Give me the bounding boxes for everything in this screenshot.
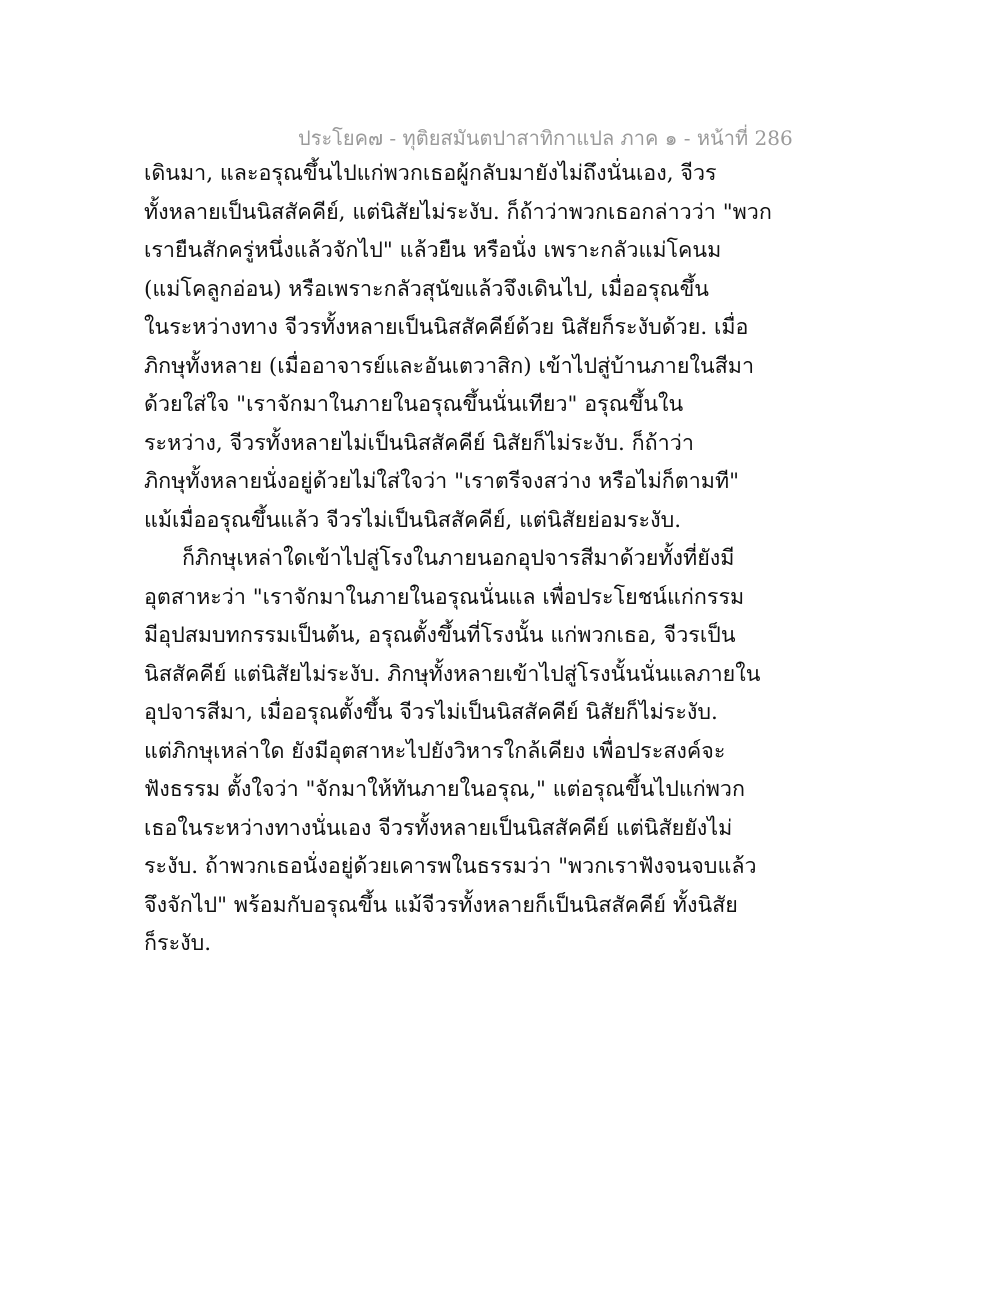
text-line: ทั้งหลายเป็นนิสสัคคีย์, แต่นิสัยไม่ระงับ. ก็ถ้าว่าพวกเธอกล่าวว่า "พวก (144, 199, 772, 225)
text-line: เรายืนสักครู่หนึ่งแล้วจักไป" แล้วยืน หรือนั่ง เพราะกลัวแม่โคนม (144, 238, 722, 263)
running-header: ประโยค๗ - ทุติยสมันตปาสาทิกาแปล ภาค ๑ - หน้าที่ 286 (298, 126, 793, 150)
text-line: ในระหว่างทาง จีวรทั้งหลายเป็นนิสสัคคีย์ด้วย นิสัยก็ระงับด้วย. เมื่อ (144, 315, 749, 340)
text-line: ภิกษุทั้งหลาย (เมื่ออาจารย์และอันเตวาสิก) เข้าไปสู่บ้านภายในสีมา (144, 353, 755, 379)
text-line: ก็ระงับ. (144, 931, 212, 956)
text-line: ด้วยใส่ใจ "เราจักมาในภายในอรุณขึ้นนั่นเทียว" อรุณขึ้นใน (144, 392, 684, 417)
text-line: นิสสัคคีย์ แต่นิสัยไม่ระงับ. ภิกษุทั้งหลายเข้าไปสู่โรงนั้นนั่นแลภายใน (144, 661, 761, 687)
text-line: ฟังธรรม ตั้งใจว่า "จักมาให้ทันภายในอรุณ," แต่อรุณขึ้นไปแก่พวก (144, 777, 745, 802)
text-line: ภิกษุทั้งหลายนั่งอยู่ด้วยไม่ใส่ใจว่า "เราตรีจงสว่าง หรือไม่ก็ตามที" (144, 469, 740, 494)
text-line: อุตสาหะว่า "เราจักมาในภายในอรุณนั่นแล เพื่อประโยชน์แก่กรรม (144, 584, 745, 610)
text-line: เดินมา, และอรุณขึ้นไปแก่พวกเธอผู้กลับมายังไม่ถึงนั่นเอง, จีวร (144, 161, 717, 186)
text-line: แม้เมื่ออรุณขึ้นแล้ว จีวรไม่เป็นนิสสัคคีย์, แต่นิสัยย่อมระงับ. (144, 507, 682, 533)
paragraph-first-line: ก็ภิกษุเหล่าใดเข้าไปสู่โรงในภายนอกอุปจารสีมาด้วยทั้งที่ยังมี (182, 546, 735, 571)
text-line: แต่ภิกษุเหล่าใด ยังมีอุตสาหะไปยังวิหารใกล้เคียง เพื่อประสงค์จะ (144, 738, 726, 764)
text-line: อุปจารสีมา, เมื่ออรุณตั้งขึ้น จีวรไม่เป็นนิสสัคคีย์ นิสัยก็ไม่ระงับ. (144, 700, 718, 725)
text-line: ระหว่าง, จีวรทั้งหลายไม่เป็นนิสสัคคีย์ นิสัยก็ไม่ระงับ. ก็ถ้าว่า (144, 430, 694, 456)
body-text (144, 155, 772, 964)
text-line: เธอในระหว่างทางนั่นเอง จีวรทั้งหลายเป็นนิสสัคคีย์ แต่นิสัยยังไม่ (144, 815, 733, 841)
text-line: ระงับ. ถ้าพวกเธอนั่งอยู่ด้วยเคารพในธรรมว่า "พวกเราฟังจนจบแล้ว (144, 854, 757, 879)
text-line: จึงจักไป" พร้อมกับอรุณขึ้น แม้จีวรทั้งหลายก็เป็นนิสสัคคีย์ ทั้งนิสัย (144, 892, 738, 918)
text-line: (แม่โคลูกอ่อน) หรือเพราะกลัวสุนัขแล้วจึงเดินไป, เมื่ออรุณขึ้น (144, 276, 709, 302)
text-line: มีอุปสมบทกรรมเป็นต้น, อรุณตั้งขึ้นที่โรงนั้น แก่พวกเธอ, จีวรเป็น (144, 623, 736, 648)
